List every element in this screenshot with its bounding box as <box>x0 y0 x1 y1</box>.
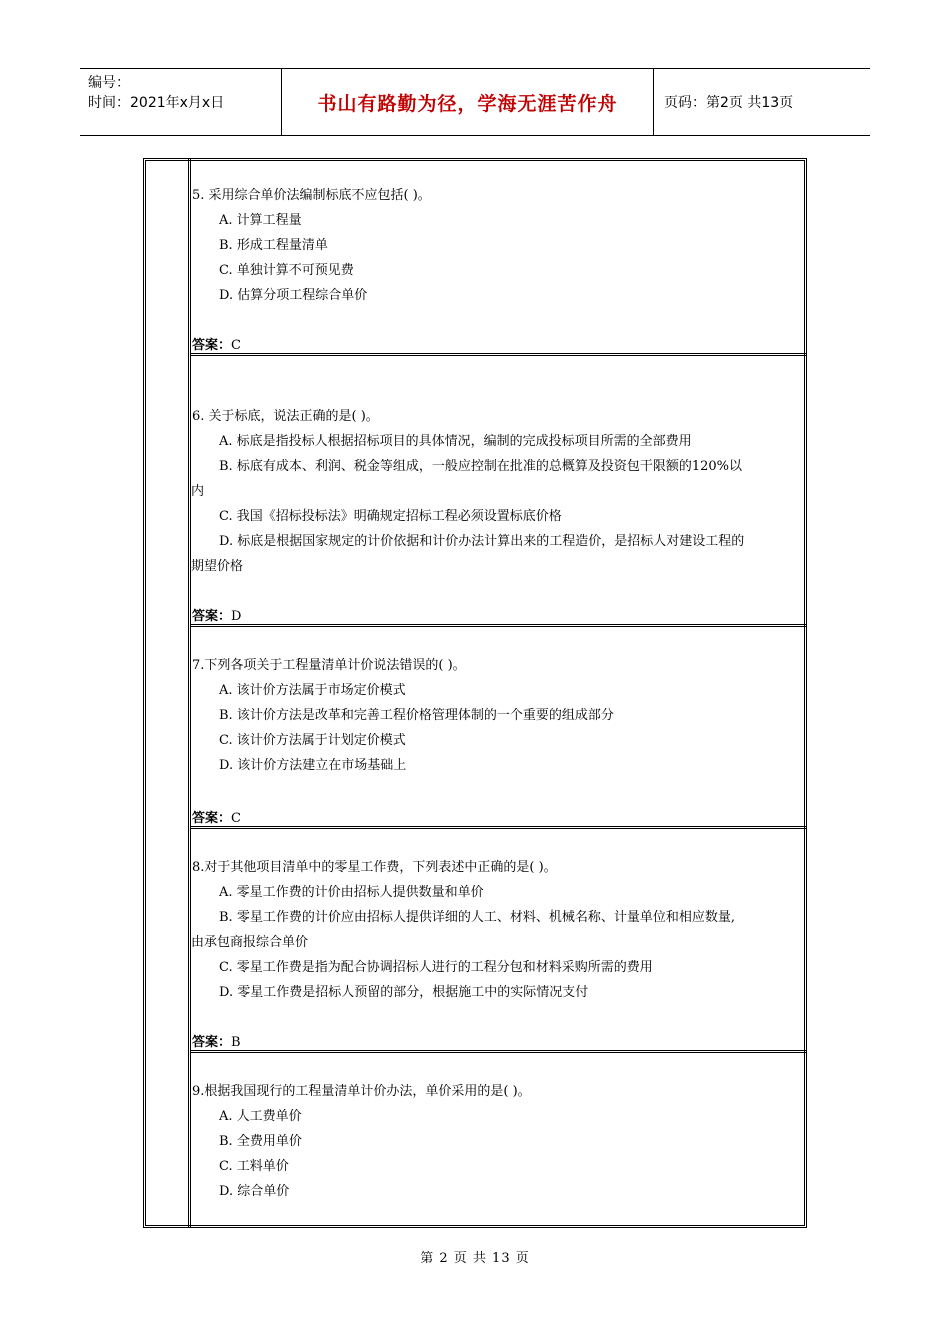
option-b-continued: 内 <box>191 484 205 499</box>
header-page-info: 页码：第2页 共13页 <box>664 95 794 111</box>
code-label: 编号： <box>88 75 130 91</box>
answer-label: 答案： <box>192 338 232 353</box>
question-divider <box>190 353 806 356</box>
option-d: D. 标底是根据国家规定的计价依据和计价办法计算出来的工程造价，是招标人对建设工程的 <box>219 534 745 549</box>
motto: 书山有路勤为径，学海无涯苦作舟 <box>317 92 618 115</box>
option-a: A. 标底是指投标人根据招标项目的具体情况，编制的完成投标项目所需的全部费用 <box>219 434 692 449</box>
question-stem: 5. 采用综合单价法编制标底不应包括( )。 <box>192 188 431 203</box>
question-divider <box>190 826 806 829</box>
question-divider <box>190 1050 806 1053</box>
option-c: C. 该计价方法属于计划定价模式 <box>219 733 406 748</box>
option-d: D. 综合单价 <box>219 1184 290 1199</box>
header-motto-cell <box>282 69 654 135</box>
option-a: A. 计算工程量 <box>219 213 302 228</box>
option-d: D. 该计价方法建立在市场基础上 <box>219 758 407 773</box>
option-c: C. 单独计算不可预见费 <box>219 263 354 278</box>
header-meta <box>80 69 282 135</box>
question-stem: 6. 关于标底，说法正确的是( )。 <box>192 409 379 424</box>
question-7 <box>191 653 805 778</box>
option-c: C. 工料单价 <box>219 1159 289 1174</box>
answer-value: C <box>231 811 241 826</box>
time-label: 时间：2021年x月x日 <box>88 95 225 111</box>
question-stem: 8.对于其他项目清单中的零星工作费，下列表述中正确的是( )。 <box>192 860 557 875</box>
question-6 <box>191 404 805 579</box>
answer-value: B <box>231 1035 241 1050</box>
answer-label: 答案： <box>192 609 232 624</box>
answer-label: 答案： <box>192 1035 232 1050</box>
option-a: A. 人工费单价 <box>219 1109 302 1124</box>
question-8 <box>191 855 805 1005</box>
answer-5 <box>192 334 241 353</box>
answer-6 <box>192 605 241 624</box>
answer-8 <box>192 1031 241 1050</box>
option-b: B. 零星工作费的计价应由招标人提供详细的人工、材料、机械名称、计量单位和相应数量, <box>219 910 735 925</box>
option-c: C. 零星工作费是指为配合协调招标人进行的工程分包和材料采购所需的费用 <box>219 960 653 975</box>
question-divider <box>190 624 806 627</box>
option-b: B. 标底有成本、利润、税金等组成，一般应控制在批准的总概算及投资包干限额的120%以 <box>219 459 742 474</box>
option-d: D. 零星工作费是招标人预留的部分，根据施工中的实际情况支付 <box>219 985 589 1000</box>
option-b: B. 全费用单价 <box>219 1134 302 1149</box>
option-d: D. 估算分项工程综合单价 <box>219 288 368 303</box>
question-stem: 7.下列各项关于工程量清单计价说法错误的( )。 <box>192 658 466 673</box>
page-footer: 第 2 页 共 13 页 <box>420 1251 530 1266</box>
answer-value: D <box>231 609 242 624</box>
question-9 <box>191 1079 805 1204</box>
option-b: B. 形成工程量清单 <box>219 238 328 253</box>
option-c: C. 我国《招标投标法》明确规定招标工程必须设置标底价格 <box>219 509 562 524</box>
answer-value: C <box>231 338 241 353</box>
answer-label: 答案： <box>192 811 232 826</box>
option-b: B. 该计价方法是改革和完善工程价格管理体制的一个重要的组成部分 <box>219 708 614 723</box>
option-a: A. 该计价方法属于市场定价模式 <box>219 683 406 698</box>
question-stem: 9.根据我国现行的工程量清单计价办法，单价采用的是( )。 <box>192 1084 531 1099</box>
option-a: A. 零星工作费的计价由招标人提供数量和单价 <box>219 885 484 900</box>
question-5 <box>191 183 805 308</box>
option-b-continued: 由承包商报综合单价 <box>191 935 309 950</box>
answer-7 <box>192 807 241 826</box>
page-header <box>80 68 870 136</box>
option-d-continued: 期望价格 <box>191 559 244 574</box>
